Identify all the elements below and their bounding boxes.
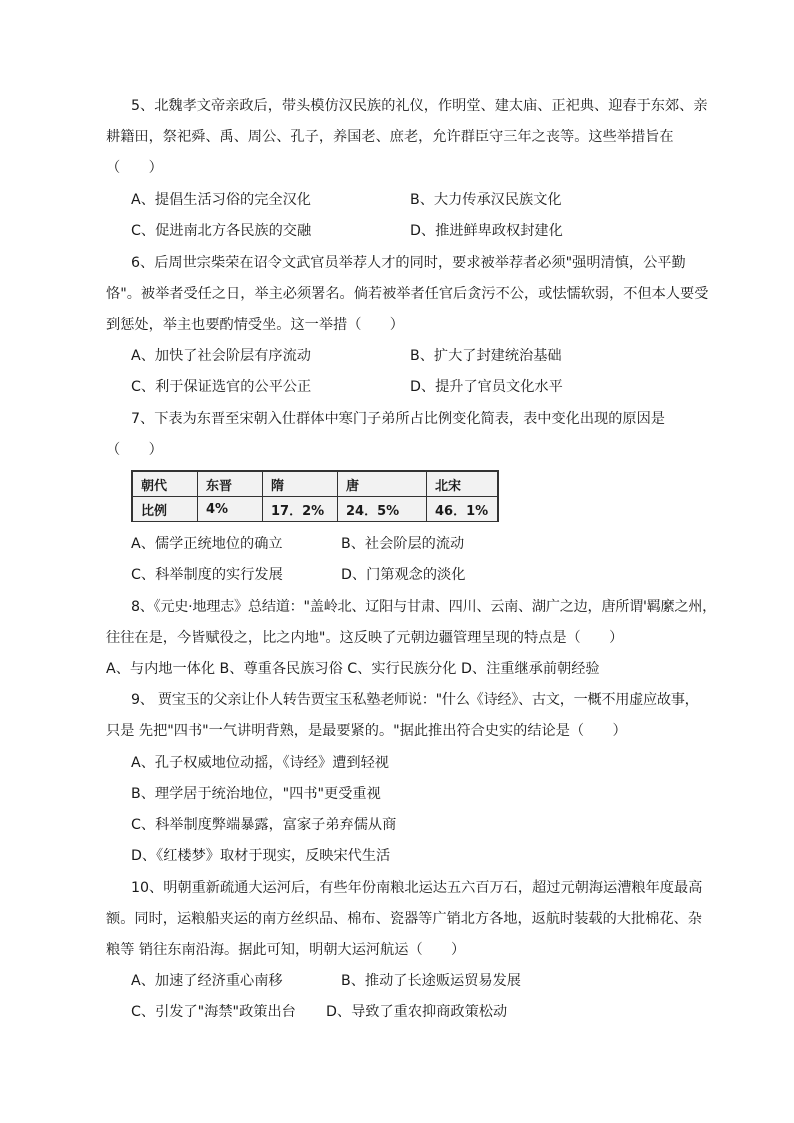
question-6-option-a: A、加快了社会阶层有序流动: [131, 348, 311, 364]
question-7-option-b: B、社会阶层的流动: [341, 536, 465, 552]
dynasty-ratio-table: [131, 470, 499, 522]
question-9-option-a: A、孔子权威地位动摇，《诗经》遭到轻视: [131, 755, 389, 771]
table-cell: 比例: [133, 497, 198, 522]
question-5-option-a: A、提倡生活习俗的完全汉化: [131, 192, 311, 208]
question-9-line-2: 只是 先把"四书"一气讲明背熟，是最要紧的。"据此推出符合史实的结论是（ ）: [106, 723, 627, 739]
question-5-option-b: B、大力传承汉民族文化: [410, 192, 562, 208]
table-cell: 4%: [198, 497, 263, 522]
question-6-line-2: 恪"。被举者受任之日，举主必须署名。倘若被举者任官后贪污不公，或怯懦软弱，不但本人要受: [106, 286, 709, 302]
question-7-line-2: （ ）: [106, 442, 163, 458]
table-header-row: [133, 472, 498, 497]
question-7-option-d: D、门第观念的淡化: [341, 567, 466, 583]
table-cell: 唐: [338, 472, 427, 497]
question-5-line-3: （ ）: [106, 160, 163, 176]
question-10-option-a: A、加速了经济重心南移: [131, 973, 283, 989]
table-row: [133, 497, 498, 522]
table-cell: 朝代: [133, 472, 198, 497]
question-5-line-1: 5、北魏孝文帝亲政后，带头模仿汉民族的礼仪，作明堂、建太庙、正祀典、迎春于东郊、亲: [131, 98, 708, 114]
question-6-line-3: 到惩处，举主也要酌情受坐。这一举措（ ）: [106, 317, 404, 333]
question-9-option-c: C、科举制度弊端暴露，富家子弟弃儒从商: [131, 817, 397, 833]
table-cell: 隋: [263, 472, 338, 497]
question-10-option-d: D、导致了重农抑商政策松动: [326, 1004, 508, 1020]
question-5-option-d: D、推进鲜卑政权封建化: [410, 223, 563, 239]
table-cell: 东晋: [198, 472, 263, 497]
question-7-line-1: 7、下表为东晋至宋朝入仕群体中寒门子弟所占比例变化简表，表中变化出现的原因是: [131, 411, 665, 427]
question-10-line-3: 粮等 销往东南沿海。据此可知，明朝大运河航运（ ）: [106, 942, 466, 958]
question-6-option-c: C、利于保证选官的公平公正: [131, 379, 312, 395]
question-9-option-d: D、《红楼梦》取材于现实，反映宋代生活: [131, 848, 391, 864]
question-8-options: A、与内地一体化 B、尊重各民族习俗 C、实行民族分化 D、注重继承前朝经验: [106, 661, 600, 677]
question-7-option-a: A、儒学正统地位的确立: [131, 536, 283, 552]
question-5-line-2: 耕籍田，祭祀舜、禹、周公、孔子，养国老、庶老，允许群臣守三年之丧等。这些举措旨在: [106, 129, 674, 145]
question-5-option-c: C、促进南北方各民族的交融: [131, 223, 312, 239]
question-10-option-b: B、推动了长途贩运贸易发展: [341, 973, 521, 989]
table-cell: 24．5%: [338, 497, 427, 522]
question-9-line-1: 9、 贾宝玉的父亲让仆人转告贾宝玉私塾老师说："什么《诗经》、古文，一概不用虚应故事，: [131, 692, 699, 708]
question-8-line-1: 8、《元史·地理志》总结道："盖岭北、辽阳与甘肃、四川、云南、湖广之边，唐所谓'羁縻之州，: [131, 599, 717, 615]
question-6-line-1: 6、后周世宗柴荣在诏令文武官员举荐人才的同时，要求被举荐者必须"强明清慎，公平勤: [131, 255, 686, 271]
question-6-option-b: B、扩大了封建统治基础: [410, 348, 562, 364]
question-9-option-b: B、理学居于统治地位，"四书"更受重视: [131, 786, 381, 802]
question-8-line-2: 往往在是，今皆赋役之，比之内地"。这反映了元朝边疆管理呈现的特点是（ ）: [106, 630, 624, 646]
question-10-line-2: 额。同时，运粮船夹运的南方丝织品、棉布、瓷器等广销北方各地，返航时装载的大批棉花、杂: [106, 911, 702, 927]
question-10-line-1: 10、明朝重新疏通大运河后，有些年份南粮北运达五六百万石，超过元朝海运漕粮年度最高: [131, 880, 703, 896]
table-cell: 17．2%: [263, 497, 338, 522]
question-10-option-c: C、引发了"海禁"政策出台: [131, 1004, 296, 1020]
table-cell: 46．1%: [427, 497, 498, 522]
question-6-option-d: D、提升了官员文化水平: [410, 379, 563, 395]
question-7-option-c: C、科举制度的实行发展: [131, 567, 283, 583]
table-cell: 北宋: [427, 472, 498, 497]
